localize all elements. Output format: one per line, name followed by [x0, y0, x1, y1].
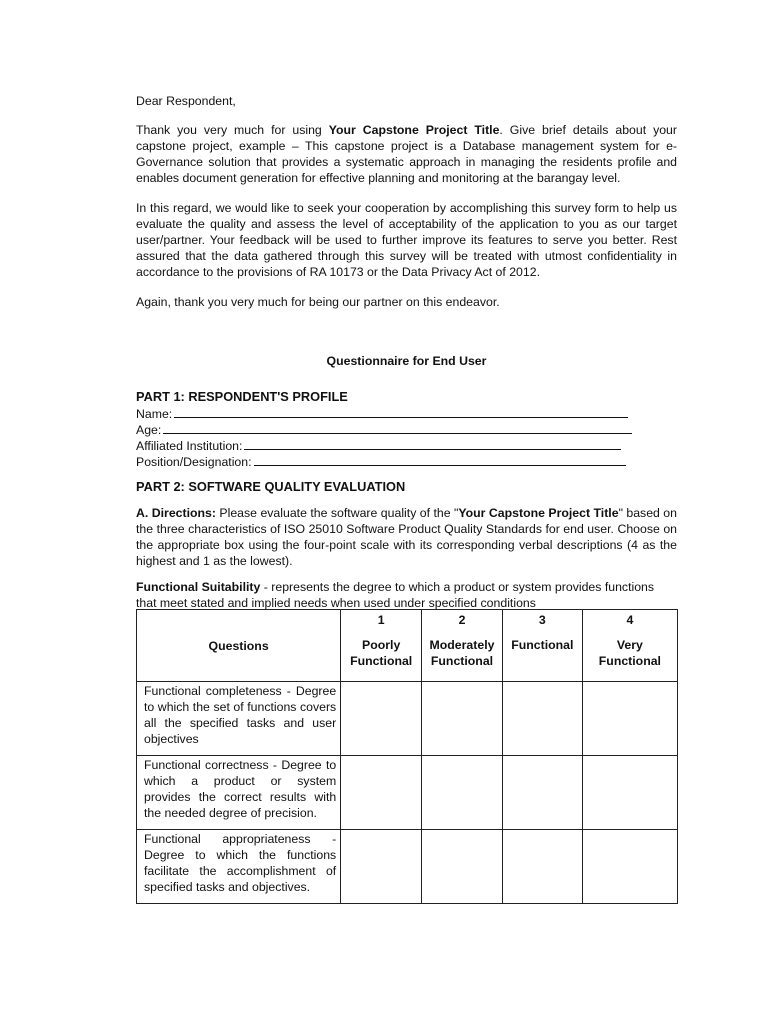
table-row: [137, 830, 678, 904]
scale-header-1: [341, 610, 422, 682]
part1-heading: PART 1: RESPONDENT'S PROFILE: [136, 389, 348, 404]
scale-label: Functional: [511, 638, 574, 652]
rating-cell-1[interactable]: [341, 830, 422, 904]
institution-field[interactable]: [136, 437, 677, 453]
question-cell: [137, 830, 341, 904]
rating-cell-1[interactable]: [341, 756, 422, 830]
scale-number: 4: [626, 613, 634, 627]
rating-cell-2[interactable]: [422, 682, 503, 756]
greeting: Dear Respondent,: [136, 94, 236, 108]
name-field[interactable]: [136, 405, 677, 421]
question-cell: [137, 682, 341, 756]
directions-text-start: Please evaluate the software quality of the ": [215, 506, 459, 520]
scale-label: Very Functional: [598, 638, 661, 668]
age-label: Age:: [136, 423, 162, 437]
rating-cell-4[interactable]: [582, 756, 677, 830]
part2-heading: PART 2: SOFTWARE QUALITY EVALUATION: [136, 479, 406, 494]
name-line[interactable]: [174, 405, 628, 418]
position-line[interactable]: [254, 453, 626, 466]
scale-number: 3: [538, 613, 546, 627]
directions-label: A. Directions:: [136, 506, 216, 520]
questionnaire-title: Questionnaire for End User: [326, 354, 487, 368]
questions-header: [137, 610, 341, 682]
question-text: Functional appropriateness - Degree to which the functions facilitate the accomplishment of specified tasks and objectives.: [144, 832, 337, 894]
table-row: [137, 756, 678, 830]
table-row: [137, 682, 678, 756]
functional-suitability-label: Functional Suitability: [136, 580, 261, 594]
letter-content: [136, 93, 677, 613]
table-header-row: [137, 610, 678, 682]
scale-number: 1: [377, 613, 385, 627]
rating-cell-1[interactable]: [341, 682, 422, 756]
rating-cell-4[interactable]: [582, 682, 677, 756]
directions-text-rest: " based on the three characteristics of ISO 25010 Software Product Quality Standards for end user. Choose on the appropriate box using the four-point scale with its corresponding verbal descriptions (4 as the highest and 1 as the lowest).: [136, 506, 677, 568]
intro-text-start: Thank you very much for using: [136, 123, 329, 137]
respondent-profile-section: [136, 389, 677, 469]
question-text: Functional completeness - Degree to which the set of functions covers all the specified tasks and user objectives: [144, 684, 337, 746]
rating-cell-3[interactable]: [502, 830, 582, 904]
scale-label: Poorly Functional: [350, 638, 413, 668]
institution-line[interactable]: [244, 437, 621, 450]
scale-number: 2: [458, 613, 466, 627]
functional-suitability-description: [136, 579, 677, 611]
evaluation-table: [136, 609, 678, 904]
rating-cell-3[interactable]: [502, 682, 582, 756]
scale-header-3: [502, 610, 582, 682]
scale-label: Moderately Functional: [429, 638, 495, 668]
intro-paragraph: [136, 122, 677, 186]
question-text: Functional correctness - Degree to which a product or system provides the correct results with the needed degree of precision.: [144, 758, 337, 820]
scale-header-4: [582, 610, 677, 682]
question-cell: [137, 756, 341, 830]
rating-cell-3[interactable]: [502, 756, 582, 830]
rating-cell-2[interactable]: [422, 756, 503, 830]
rating-cell-4[interactable]: [582, 830, 677, 904]
intro-text-rest: . Give brief details about your capstone project, example – This capstone project is a Database management system for e-Governance solution that provides a systematic approach in managing the residents profile and enables document generation for effective planning and monitoring at the barangay level.: [136, 123, 677, 185]
position-label: Position/Designation:: [136, 455, 252, 469]
questions-header-label: Questions: [208, 638, 269, 653]
rating-cell-2[interactable]: [422, 830, 503, 904]
project-title-placeholder: Your Capstone Project Title: [328, 123, 500, 137]
age-field[interactable]: [136, 421, 677, 437]
functional-suitability-text: - represents the degree to which a product or system provides functions that meet stated and implied needs when used under specified conditions: [136, 580, 655, 610]
scale-header-2: [422, 610, 503, 682]
directions-paragraph: [136, 505, 677, 569]
position-field[interactable]: [136, 453, 677, 469]
name-label: Name:: [136, 407, 173, 421]
thanks-paragraph: Again, thank you very much for being our partner on this endeavor.: [136, 295, 500, 309]
directions-project-title: Your Capstone Project Title: [458, 506, 619, 520]
institution-label: Affiliated Institution:: [136, 439, 243, 453]
age-line[interactable]: [163, 421, 632, 434]
cooperation-paragraph: In this regard, we would like to seek your cooperation by accomplishing this survey form to help us evaluate the quality and assess the level of acceptability of the application to you as our target user/partner. Your feedback will be used to further improve its features to serve you better. Rest assured that the data gathered through this survey will be treated with utmost confidentiality in accordance to the provisions of RA 10173 or the Data Privacy Act of 2012.: [136, 201, 677, 279]
